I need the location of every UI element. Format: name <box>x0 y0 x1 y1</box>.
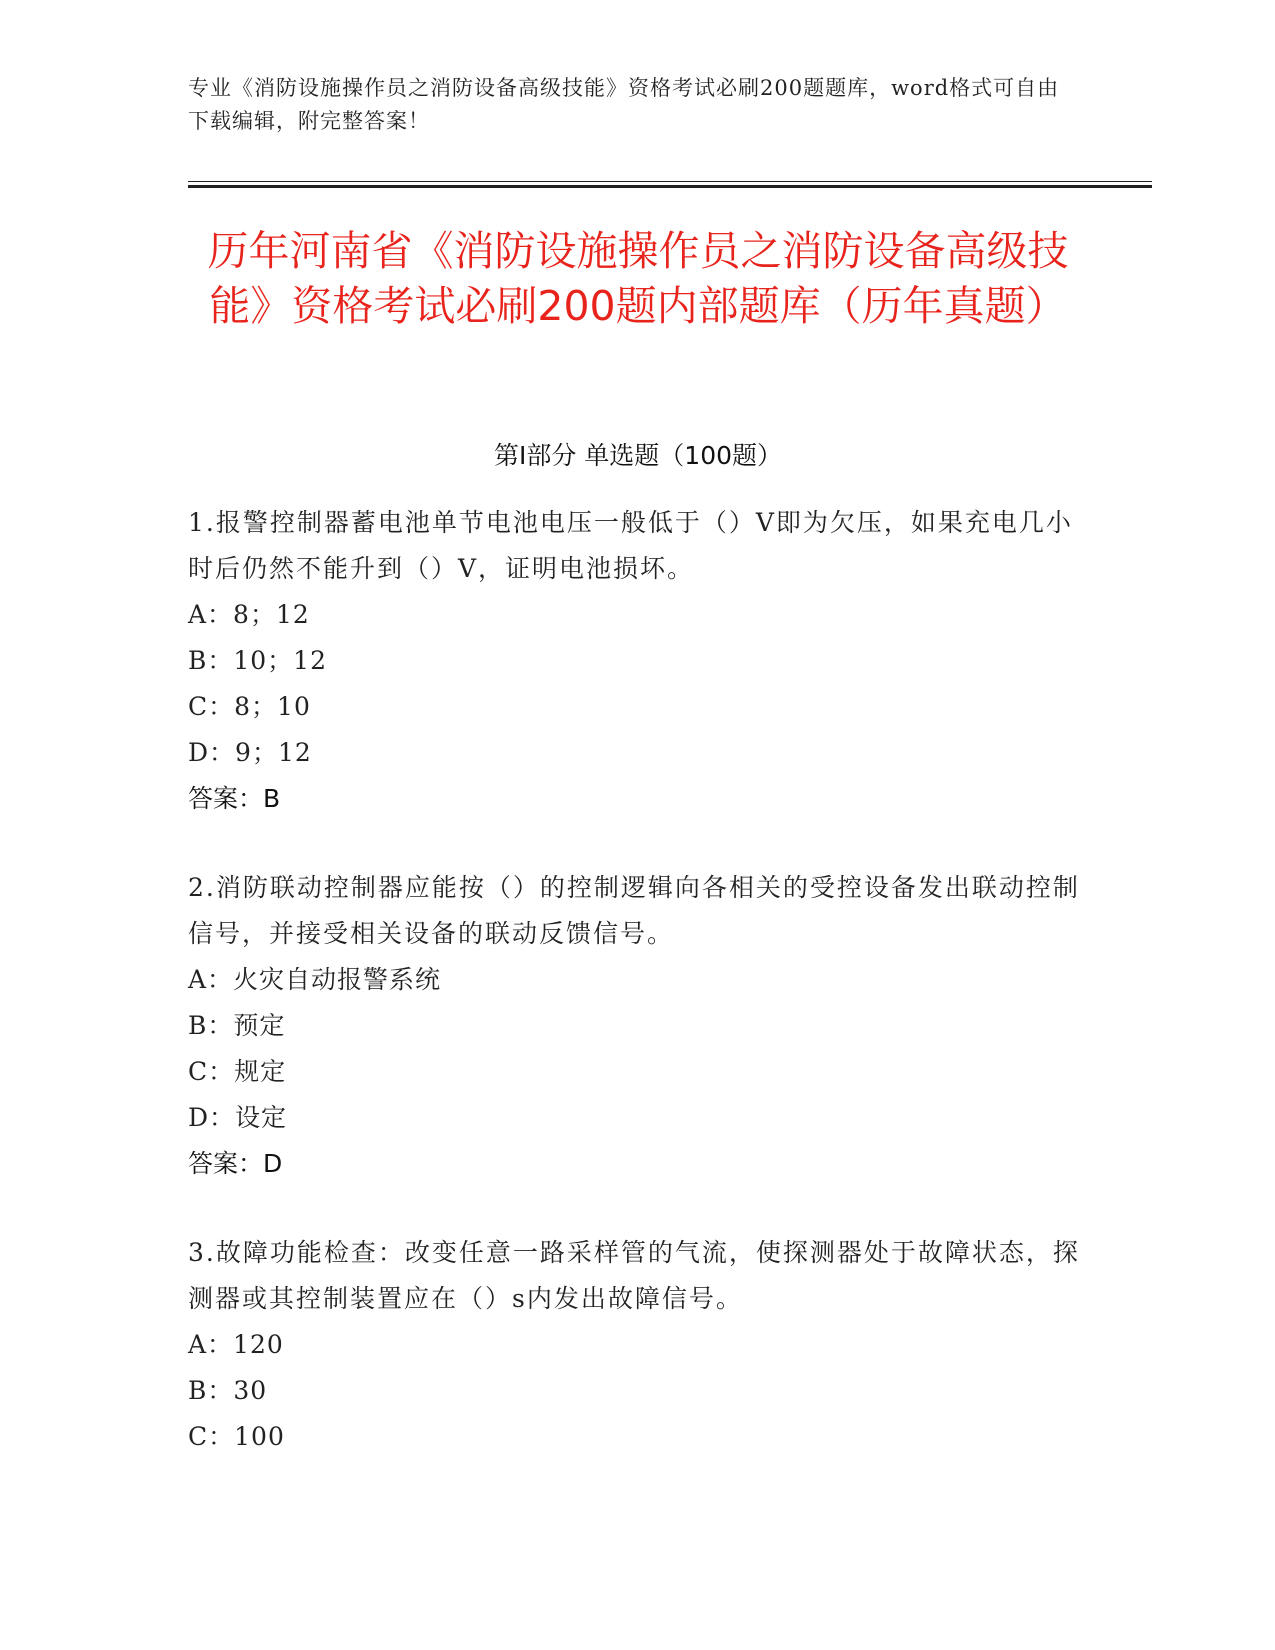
option-c: C：8；10 <box>188 692 311 721</box>
option-a: A：8；12 <box>188 600 310 629</box>
section-title: 第I部分 单选题（100题） <box>493 441 783 470</box>
option-a: A：火灾自动报警系统 <box>188 965 442 994</box>
option-b: B：预定 <box>188 1011 286 1040</box>
question-1 <box>188 500 1088 822</box>
option-d: D：9；12 <box>188 738 312 767</box>
option-b: B：30 <box>188 1376 268 1405</box>
header-divider-thick <box>188 185 1152 188</box>
question-3 <box>188 1230 1088 1460</box>
document-title: 历年河南省《消防设施操作员之消防设备高级技能》资格考试必刷200题内部题库（历年真题） <box>207 227 1069 330</box>
option-b: B：10；12 <box>188 646 327 675</box>
option-c: C：规定 <box>188 1057 287 1086</box>
option-c: C：100 <box>188 1422 285 1451</box>
option-a: A：120 <box>188 1330 284 1359</box>
question-2 <box>188 865 1088 1187</box>
question-stem: 3.故障功能检查：改变任意一路采样管的气流，使探测器处于故障状态，探测器或其控制装置应在（）s内发出故障信号。 <box>188 1238 1080 1313</box>
question-stem: 1.报警控制器蓄电池单节电池电压一般低于（）V即为欠压，如果充电几小时后仍然不能升到（）V，证明电池损坏。 <box>188 508 1073 583</box>
header-note: 专业《消防设施操作员之消防设备高级技能》资格考试必刷200题题库，word格式可自由下载编辑，附完整答案！ <box>188 76 1060 133</box>
answer: 答案：D <box>188 1149 283 1178</box>
answer: 答案：B <box>188 784 281 813</box>
header-divider-thin <box>188 181 1152 182</box>
option-d: D：设定 <box>188 1103 288 1132</box>
question-stem: 2.消防联动控制器应能按（）的控制逻辑向各相关的受控设备发出联动控制信号，并接受相关设备的联动反馈信号。 <box>188 873 1080 948</box>
